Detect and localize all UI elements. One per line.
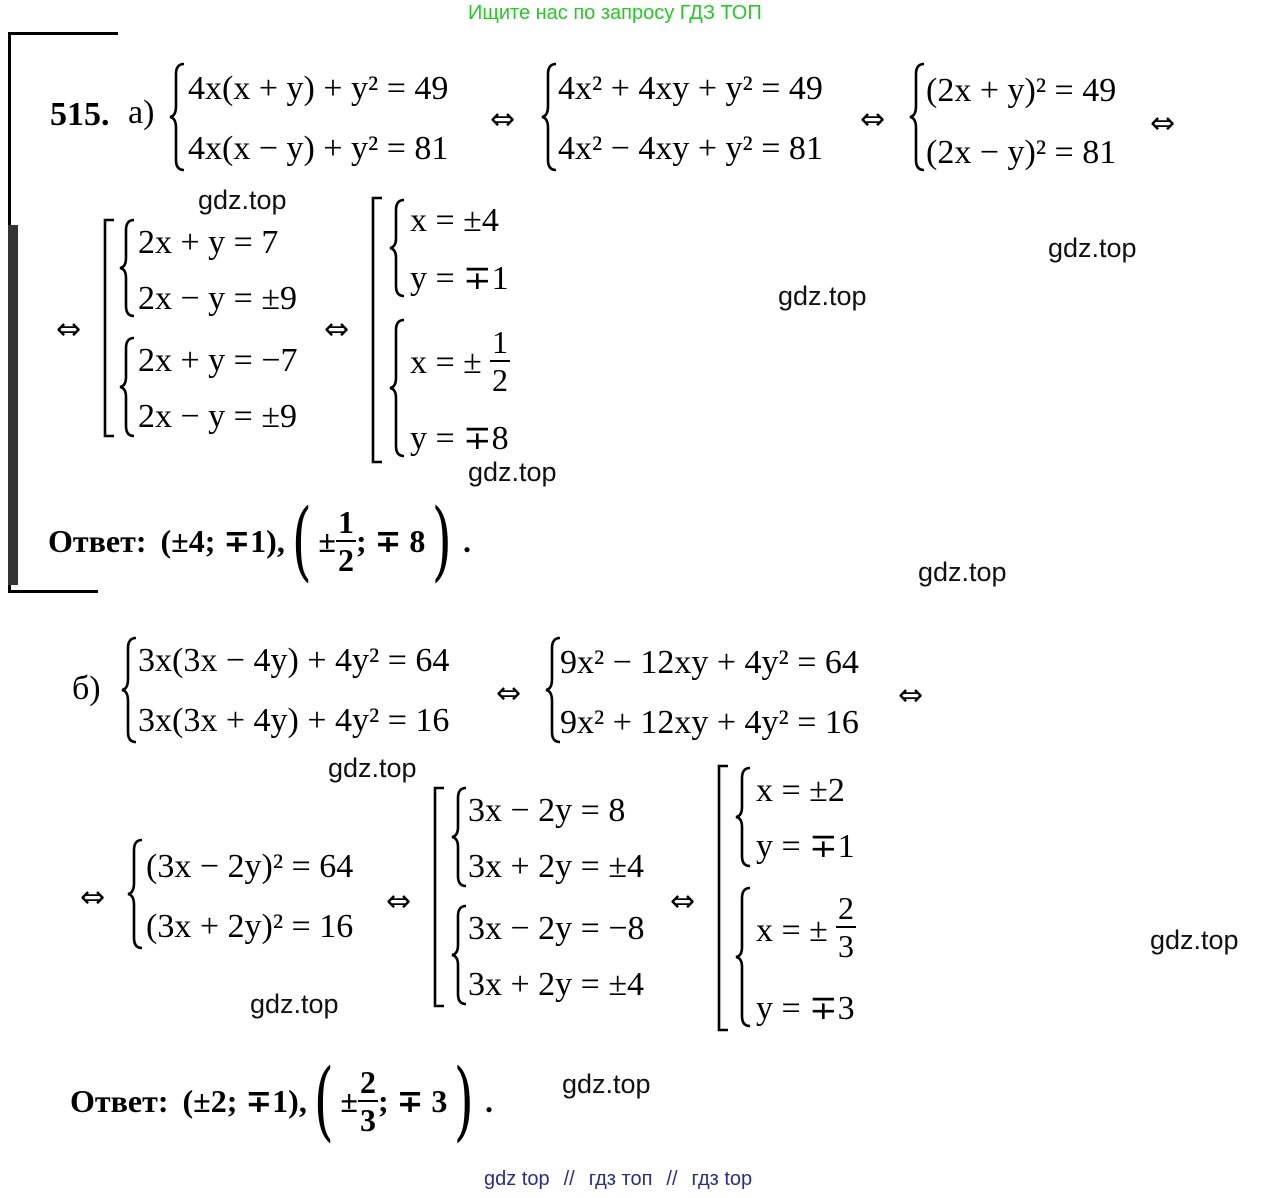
fraction [836, 892, 856, 962]
brace-a-sys3 [908, 62, 928, 172]
iff-icon: ⇔ [80, 880, 106, 915]
brace-b-sys3 [126, 838, 146, 950]
footer-separator: // [563, 1168, 575, 1190]
b-sys2-eq1: 9x² − 12xy + 4y² = 64 [560, 644, 859, 681]
fraction [336, 506, 356, 576]
brace-b-set2b [734, 886, 754, 1028]
iff-icon: ⇔ [56, 312, 82, 347]
iff-icon: ⇔ [1150, 106, 1176, 141]
brace-a-set2a [388, 198, 408, 298]
fraction-numerator: 2 [838, 890, 854, 926]
a-sys2-eq2: 4x² − 4xy + y² = 81 [558, 130, 823, 167]
left-paren: ( [313, 1051, 334, 1151]
brace-a-set2b [388, 318, 408, 458]
brace-b-set2a [734, 766, 754, 868]
brace-b-sys1 [120, 636, 140, 744]
scan-top-rule [8, 32, 118, 35]
a-set1b-eq2: 2x − y = ±9 [138, 398, 298, 435]
b-set2a-eq1: x = ±2 [756, 772, 845, 809]
b-sys2-eq2: 9x² + 12xy + 4y² = 16 [560, 704, 859, 741]
bracket-a-set1 [102, 218, 116, 440]
b-sys3-eq2: (3x + 2y)² = 16 [146, 908, 354, 945]
brace-a-sys1 [168, 62, 188, 172]
answer-period: . [484, 1082, 493, 1119]
part-b-label: б) [72, 670, 101, 707]
bracket-a-set2 [370, 196, 384, 466]
a-set2a-eq1: x = ±4 [410, 202, 499, 239]
fraction [358, 1066, 378, 1136]
watermark: gdz.top [468, 457, 557, 487]
b-set1b-eq1: 3x − 2y = −8 [468, 910, 645, 947]
answer-pair2-prefix: ± [318, 522, 336, 559]
a-set2b-x: x = ± [410, 344, 482, 381]
brace-a-sys2 [540, 62, 560, 172]
brace-b-set1a [450, 786, 470, 888]
watermark: gdz.top [328, 753, 417, 783]
fraction-denominator: 3 [359, 1102, 376, 1138]
left-paren: ( [291, 491, 312, 591]
brace-a-set1a [118, 218, 138, 318]
a-set1a-eq1: 2x + y = 7 [138, 224, 279, 261]
fraction-numerator: 2 [359, 1064, 376, 1100]
fraction [490, 326, 510, 396]
iff-icon: ⇔ [490, 102, 516, 137]
footer-link-gdz-top-ru[interactable]: гдз топ [588, 1168, 653, 1190]
footer-link-gdz-top[interactable]: gdz top [484, 1168, 550, 1190]
iff-icon: ⇔ [496, 676, 522, 711]
problem-number: 515. [50, 96, 110, 133]
a-sys1-eq2: 4x(x − y) + y² = 81 [188, 130, 449, 167]
watermark: gdz.top [1150, 925, 1239, 955]
watermark: gdz.top [778, 281, 867, 311]
watermark: gdz.top [918, 557, 1007, 587]
iff-icon: ⇔ [670, 884, 696, 919]
header-search-link[interactable]: Ищите нас по запросу ГДЗ ТОП [468, 2, 762, 24]
watermark: gdz.top [198, 185, 287, 215]
b-set1a-eq1: 3x − 2y = 8 [468, 792, 626, 829]
scan-bottom-rule [8, 590, 98, 593]
fraction-denominator: 2 [492, 362, 508, 398]
a-set1a-eq2: 2x − y = ±9 [138, 280, 298, 317]
a-sys1-eq1: 4x(x + y) + y² = 49 [188, 70, 449, 107]
answer-b [70, 1051, 493, 1151]
iff-icon: ⇔ [324, 312, 350, 347]
b-set1a-eq2: 3x + 2y = ±4 [468, 848, 645, 885]
iff-icon: ⇔ [860, 102, 886, 137]
b-set2b-x: x = ± [756, 912, 828, 949]
brace-a-set1b [118, 336, 138, 438]
right-paren: ) [432, 491, 453, 591]
answer-a [48, 491, 471, 591]
answer-pair2-suffix: ; ∓ 8 [355, 523, 426, 559]
fraction-numerator: 1 [337, 504, 354, 540]
footer-link-gdz-top-mixed[interactable]: гдз top [691, 1168, 753, 1190]
footer [484, 1168, 752, 1191]
fraction-denominator: 2 [337, 542, 354, 578]
b-set2b-y: y = ∓3 [756, 990, 855, 1027]
watermark: gdz.top [1048, 233, 1137, 263]
iff-icon: ⇔ [386, 884, 412, 919]
answer-pair2-suffix: ; ∓ 3 [377, 1083, 448, 1119]
answer-pair1: (±4; ∓1), [160, 523, 285, 559]
brace-b-set1b [450, 904, 470, 1006]
fraction-denominator: 3 [838, 928, 854, 964]
b-sys1-eq1: 3x(3x − 4y) + 4y² = 64 [138, 642, 450, 679]
b-set1b-eq2: 3x + 2y = ±4 [468, 966, 645, 1003]
b-sys3-eq1: (3x − 2y)² = 64 [146, 848, 354, 885]
a-set1b-eq1: 2x + y = −7 [138, 342, 298, 379]
a-set2b-y: y = ∓8 [410, 420, 509, 457]
answer-label: Ответ: [48, 522, 147, 559]
fraction-numerator: 1 [492, 324, 508, 360]
a-sys3-eq1: (2x + y)² = 49 [926, 72, 1117, 109]
a-sys3-eq2: (2x − y)² = 81 [926, 134, 1117, 171]
footer-separator: // [666, 1168, 678, 1190]
right-paren: ) [454, 1051, 475, 1151]
answer-pair1: (±2; ∓1), [182, 1083, 307, 1119]
iff-icon: ⇔ [898, 678, 924, 713]
bracket-b-set2 [716, 764, 730, 1034]
answer-period: . [462, 522, 471, 559]
scan-edge-shadow [8, 225, 18, 585]
b-set2a-eq2: y = ∓1 [756, 828, 855, 865]
a-set2a-eq2: y = ∓1 [410, 260, 509, 297]
watermark: gdz.top [250, 989, 339, 1019]
a-sys2-eq1: 4x² + 4xy + y² = 49 [558, 70, 823, 107]
b-sys1-eq2: 3x(3x + 4y) + 4y² = 16 [138, 702, 450, 739]
answer-pair2-prefix: ± [340, 1082, 358, 1119]
bracket-b-set1 [432, 786, 446, 1010]
watermark: gdz.top [562, 1069, 651, 1099]
answer-label: Ответ: [70, 1082, 169, 1119]
part-a-label: а) [128, 94, 155, 131]
